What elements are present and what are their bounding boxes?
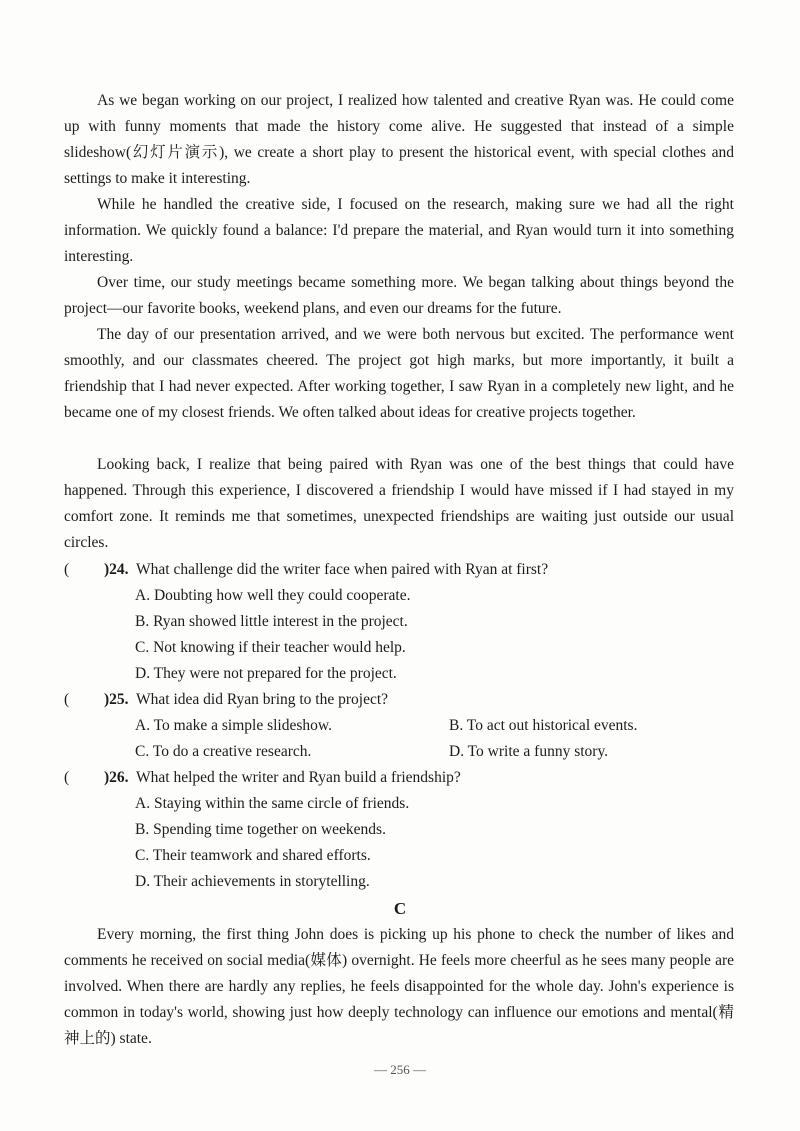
question-stem: What challenge did the writer face when paired with Ryan at first? — [136, 561, 549, 578]
question-24-option-c: C. Not knowing if their teacher would help. — [135, 639, 406, 656]
question-25 — [64, 687, 744, 713]
question-24-option-d: D. They were not prepared for the project. — [135, 665, 397, 682]
section-heading-c: C — [393, 899, 407, 918]
question-stem: What idea did Ryan bring to the project? — [136, 691, 389, 708]
answer-bracket-open: ( — [64, 691, 70, 708]
question-25-option-b: B. To act out historical events. — [449, 717, 638, 734]
passage-b-paragraph-2: While he handled the creative side, I focused on the research, making sure we had all the right information. We quickly found a balance: I'd prepare the material, and Ryan would turn it into something interesting. — [64, 196, 734, 265]
question-24-option-a: A. Doubting how well they could cooperate. — [135, 587, 411, 604]
page-number: — 256 — — [374, 1062, 426, 1077]
passage-b-paragraph-3: Over time, our study meetings became something more. We began talking about things beyond the project—our favorite books, weekend plans, and even our dreams for the future. — [64, 274, 734, 317]
question-26-option-a: A. Staying within the same circle of friends. — [135, 795, 410, 812]
question-stem: What helped the writer and Ryan build a friendship? — [136, 769, 461, 786]
passage-b-paragraph-4: The day of our presentation arrived, and we were both nervous but excited. The performance went smoothly, and our classmates cheered. The project got high marks, but more importantly, it built a friendship that I had never expected. After working together, I saw Ryan in a completely new light, and he became one of my closest friends. We often talked about ideas for creative projects together. — [64, 326, 734, 421]
question-number: )26. — [104, 769, 129, 786]
passage-b-paragraph-5: Looking back, I realize that being paired with Ryan was one of the best things that could have happened. Through this experience, I discovered a friendship I would have missed if I had stayed in my comfort zone. It reminds me that sometimes, unexpected friendships are waiting just outside our usual circles. — [64, 456, 734, 551]
question-24-option-b: B. Ryan showed little interest in the project. — [135, 613, 408, 630]
answer-bracket-open: ( — [64, 769, 70, 786]
question-25-option-c: C. To do a creative research. — [135, 743, 312, 760]
question-26-option-b: B. Spending time together on weekends. — [135, 821, 386, 838]
question-26-option-d: D. Their achievements in storytelling. — [135, 873, 370, 890]
question-26-option-c: C. Their teamwork and shared efforts. — [135, 847, 371, 864]
question-24 — [64, 557, 744, 583]
question-25-option-d: D. To write a funny story. — [449, 743, 609, 760]
question-26 — [64, 765, 744, 791]
passage-b-paragraph-1: As we began working on our project, I realized how talented and creative Ryan was. He could come up with funny moments that made the history come alive. He suggested that instead of a simple slideshow(幻灯片演示), we create a short play to present the historical event, with special clothes and settings to make it interesting. — [64, 92, 734, 187]
question-number: )25. — [104, 691, 129, 708]
question-number: )24. — [104, 561, 129, 578]
answer-bracket-open: ( — [64, 561, 70, 578]
question-25-option-a: A. To make a simple slideshow. — [135, 717, 332, 734]
passage-c-paragraph-1: Every morning, the first thing John does is picking up his phone to check the number of likes and comments he received on social media(媒体) overnight. He feels more cheerful as he sees many people are involved. When there are hardly any replies, he feels disappointed for the whole day. John's experience is common in today's world, showing just how deeply technology can influence our emotions and mental(精神上的) state. — [64, 926, 734, 1047]
